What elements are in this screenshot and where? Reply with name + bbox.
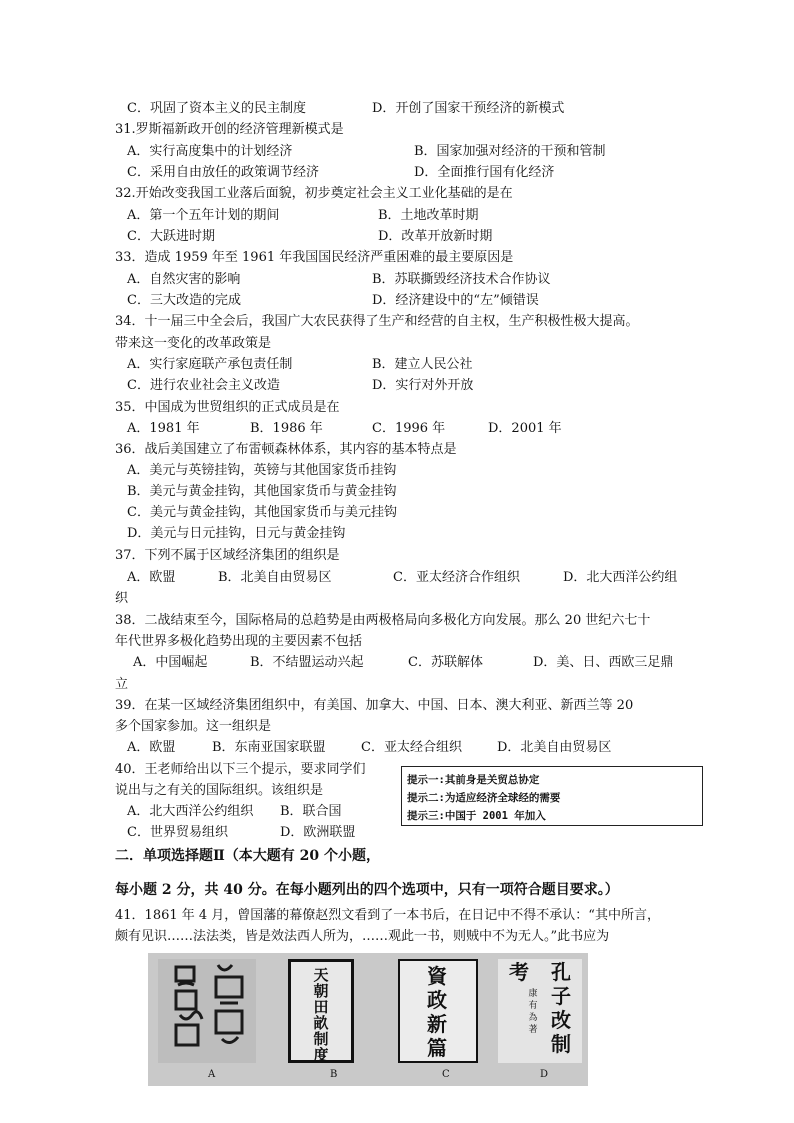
hint-3: 提示三:中国于 2001 年加入: [407, 810, 546, 822]
q35-option-b: B．1986 年: [250, 421, 323, 436]
q34-stem-line1: 34．十一届三中全会后，我国广大农民获得了生产和经营的自主权，生产积极性极大提高。: [115, 314, 639, 329]
title-char: 改: [551, 1008, 571, 1032]
q33-option-a: A．自然灾害的影响: [127, 272, 241, 287]
q32-stem: 32.开始改变我国工业落后面貌，初步奠定社会主义工业化基础的是在: [115, 186, 513, 201]
q34-option-b: B．建立人民公社: [372, 357, 473, 372]
q31-option-c: C．采用自由放任的政策调节经济: [127, 165, 319, 180]
q33-stem: 33．造成 1959 年至 1961 年我国国民经济严重困难的最主要原因是: [115, 250, 514, 265]
q38-option-c: C．苏联解体: [408, 655, 483, 670]
q39-stem-line2: 多个国家参加。这一组织是: [115, 719, 272, 734]
q37-stem: 37．下列不属于区域经济集团的组织是: [115, 548, 340, 563]
q32-option-b: B．土地改革时期: [378, 208, 479, 223]
q39-option-c: C．亚太经合组织: [361, 740, 462, 755]
q32-option-d: D．改革开放新时期: [378, 229, 493, 244]
q38-option-a: A．中国崛起: [133, 655, 208, 670]
section-2-heading-line1: 二．单项选择题Ⅱ（本大题有 20 个小题，: [115, 848, 381, 864]
q38-option-d: D．美、日、西欧三足鼎: [533, 655, 674, 670]
q35-stem: 35．中国成为世贸组织的正式成员是在: [115, 400, 340, 415]
q39-option-a: A．欧盟: [127, 740, 176, 755]
title-char: 有: [528, 1001, 538, 1011]
q34-option-c: C．进行农业社会主义改造: [127, 378, 280, 393]
q37-option-c: C．亚太经济合作组织: [393, 570, 520, 585]
q37-option-a: A．欧盟: [127, 570, 176, 585]
seal-script-title-image: [158, 959, 256, 1063]
q38-option-d-wrap: 立: [115, 677, 129, 692]
title-char: 制: [313, 1030, 329, 1048]
q31-stem: 31.罗斯福新政开创的经济管理新模式是: [115, 122, 344, 137]
q40-stem-line1: 40．王老师给出以下三个提示，要求同学们: [115, 762, 366, 777]
book-cover-c: [398, 959, 478, 1063]
title-char: 畝: [313, 1014, 329, 1032]
q38-stem-line1: 38．二战结束至今，国际格局的总趋势是由两极格局向多极化方向发展。那么 20 世纪六七十: [115, 613, 651, 628]
q36-stem: 36．战后美国建立了布雷顿森林体系，其内容的基本特点是: [115, 442, 457, 457]
title-char: 資: [427, 964, 447, 988]
q39-option-b: B．东南亚国家联盟: [212, 740, 326, 755]
q41-stem-line1: 41．1861 年 4 月，曾国藩的幕僚赵烈文看到了一本书后，在日记中不得不承认：“其中所言，: [115, 908, 660, 923]
caption-b: B: [330, 1069, 338, 1080]
book-cover-a: [158, 959, 256, 1063]
q38-option-b: B．不结盟运动兴起: [250, 655, 364, 670]
q34-option-d: D．实行对外开放: [372, 378, 474, 393]
section-2-heading-line2: 每小题 2 分，共 40 分。在每小题列出的四个选项中，只有一项符合题目要求。）: [115, 882, 619, 898]
q40-option-d: D．欧洲联盟: [280, 825, 356, 840]
q37-option-d-wrap: 织: [115, 591, 129, 606]
q33-option-d: D．经济建设中的“左”倾错误: [372, 293, 539, 308]
title-char: 度: [313, 1046, 329, 1064]
q39-option-d: D．北美自由贸易区: [497, 740, 612, 755]
q41-stem-line2: 颇有见识……法法类，皆是效法西人所为，……观此一书，则贼中不为无人。”此书应为: [115, 929, 610, 944]
q31-option-d: D．全面推行国有化经济: [414, 165, 555, 180]
q37-option-d: D．北大西洋公约组: [563, 570, 678, 585]
title-char: 為: [528, 1013, 538, 1023]
q40-stem-line2: 说出与之有关的国际组织。该组织是: [115, 783, 324, 798]
q31-option-b: B．国家加强对经济的干预和管制: [414, 144, 606, 159]
title-char: 天: [313, 966, 329, 984]
caption-d: D: [540, 1069, 549, 1080]
q36-option-c: C．美元与黄金挂钩，其他国家货币与美元挂钩: [127, 505, 397, 520]
q34-stem-line2: 带来这一变化的改革政策是: [115, 336, 272, 351]
q36-option-b: B．美元与黄金挂钩，其他国家货币与黄金挂钩: [127, 484, 397, 499]
hint-1: 提示一:其前身是关贸总协定: [407, 774, 540, 786]
hint-box: [401, 766, 703, 826]
title-char: 考: [509, 960, 529, 984]
q39-stem-line1: 39．在某一区域经济集团组织中，有美国、加拿大、中国、日本、澳大利亚、新西兰等 20: [115, 698, 634, 713]
q32-option-a: A．第一个五年计划的期间: [127, 208, 280, 223]
q36-option-d: D．美元与日元挂钩，日元与黄金挂钩: [127, 526, 346, 541]
q38-stem-line2: 年代世界多极化趋势出现的主要因素不包括: [115, 634, 363, 649]
q40-option-b: B．联合国: [280, 804, 342, 819]
book-cover-b: [288, 959, 354, 1063]
q37-option-b: B．北美自由贸易区: [218, 570, 332, 585]
q33-option-b: B．苏联撕毁经济技术合作协议: [372, 272, 551, 287]
q35-option-d: D．2001 年: [488, 421, 562, 436]
q35-option-c: C．1996 年: [372, 421, 446, 436]
q31-option-a: A．实行高度集中的计划经济: [127, 144, 293, 159]
title-char: 朝: [313, 982, 329, 1000]
title-char: 孔: [551, 960, 571, 984]
hint-2: 提示二:为适应经济全球经的需要: [407, 792, 561, 804]
q40-option-a: A．北大西洋公约组织: [127, 804, 254, 819]
q36-option-a: A．美元与英镑挂钩，英镑与其他国家货币挂钩: [127, 463, 397, 478]
q33-option-c: C．三大改造的完成: [127, 293, 241, 308]
title-char: 著: [528, 1025, 538, 1035]
title-char: 子: [551, 984, 571, 1008]
caption-a: A: [208, 1069, 216, 1080]
q40-option-c: C．世界贸易组织: [127, 825, 228, 840]
title-char: 政: [427, 988, 447, 1012]
caption-c: C: [442, 1069, 450, 1080]
title-char: 康: [528, 989, 538, 999]
title-char: 制: [551, 1032, 571, 1056]
title-char: 篇: [427, 1036, 447, 1060]
q30-option-c: C．巩固了资本主义的民主制度: [127, 101, 306, 116]
q32-option-c: C．大跃进时期: [127, 229, 215, 244]
book-covers-figure: [148, 953, 588, 1086]
title-char: 田: [313, 998, 329, 1016]
q34-option-a: A．实行家庭联产承包责任制: [127, 357, 293, 372]
book-cover-d: [498, 959, 582, 1063]
q35-option-a: A．1981 年: [127, 421, 200, 436]
title-char: 新: [427, 1012, 447, 1036]
q30-option-d: D．开创了国家干预经济的新模式: [372, 101, 565, 116]
